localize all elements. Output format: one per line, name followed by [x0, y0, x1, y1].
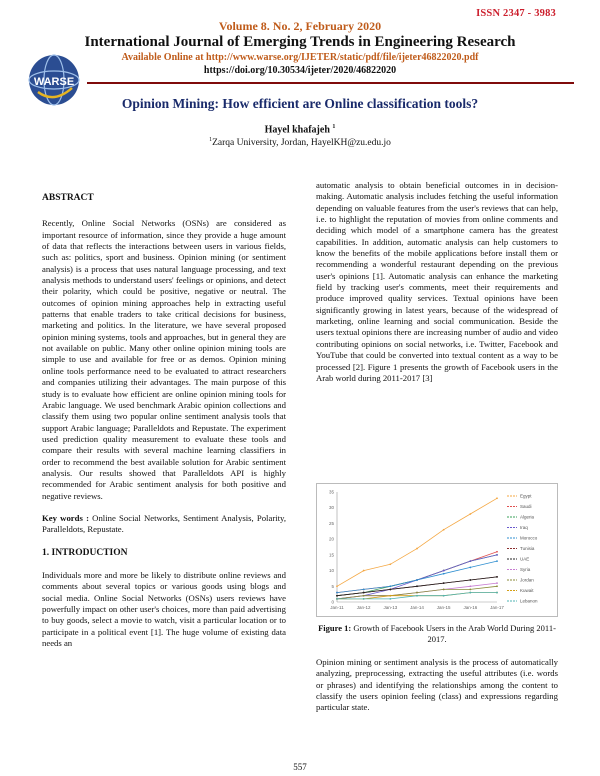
data-point	[389, 585, 391, 587]
data-point	[496, 576, 498, 578]
affiliation-superscript: 1	[209, 137, 213, 143]
y-tick-label: 25	[328, 520, 334, 526]
series-line	[337, 561, 497, 593]
available-online-link[interactable]: Available Online at http://www.warse.org/IJETER/static/pdf/file/ijeter46822020.pdf	[121, 52, 479, 63]
introduction-heading: 1. INTRODUCTION	[42, 547, 128, 558]
logo-wordmark: WARSE	[33, 76, 75, 88]
data-point	[416, 595, 418, 597]
legend-label: Jordan	[520, 577, 534, 583]
data-point	[416, 585, 418, 587]
legend-label: Lebanon	[520, 598, 538, 604]
legend-label: Algeria	[520, 514, 535, 520]
keywords-paragraph	[42, 513, 286, 536]
volume-line: Volume 8. No. 2, February 2020	[218, 19, 382, 33]
data-point	[363, 592, 365, 594]
introduction-body: Individuals more and more be likely to distribute online reviews and comments about several topics or various goods using blogs and social media. Online Social Networks (OSNs) users reviews have powerfully impact on other user's choices, more than paid advertising to buy goods, select a movie to watch, visit a particular location or to participate in a political event [1]. The huge volume of existing data needs an	[42, 569, 286, 649]
keywords-text: Online Social Networks, Sentiment Analysis, Polarity, Paralleldots, Repustate.	[42, 512, 286, 535]
right-column-body-top: automatic analysis to obtain beneficial outcomes in in decision-making. Automatic analysis includes fetching the useful information depending on valuable features from the user's reviews that can help, i.e. to highlight the reputation of movies from online comments and deciding which model of a smartphone camera has the greatest capabilities. In addition, automatic analysis can help customers to know the benefits of the mobile applications before install them or recommending a wonderful restaurant depending on the previous user's opinions [1]. Automatic analysis can enhance the marketing field by tracking user's comments, meet their requirements and produce improved quality services. Textual opinions have been significantly growing in latest years, because of the widespread of marketing, online learning and social communication. Beside the users textual opinions there are increasing number of audio and video contributing opinions on social networks, i.e. Twitter, Facebook and YouTube that could be converted into textual content as a way to be processed [2]. Figure 1 presents the growth of Facebook users in the Arab world during 2011-2017 [3]	[316, 180, 558, 383]
legend-label: Morocco	[520, 535, 538, 541]
affiliation-text: Zarqa University, Jordan, HayelKH@zu.edu.jo	[212, 138, 391, 149]
data-point	[443, 570, 445, 572]
right-column-body-bottom: Opinion mining or sentiment analysis is the process of automatically analyzing, preprocessing, extracting the useful attributes (i.e. words or phrases) and identifying the relationships among the content to classify the users opinion feeling (class) and expressions regarding particular state.	[316, 657, 558, 713]
author-name: Hayel khafajeh	[264, 124, 330, 136]
legend-label: Tunisia	[520, 546, 535, 552]
keywords-label: Key words :	[42, 512, 89, 523]
right-column-bottom	[316, 657, 558, 714]
data-point	[363, 595, 365, 597]
data-point	[363, 598, 365, 600]
abstract-heading: ABSTRACT	[42, 193, 94, 203]
data-point	[469, 567, 471, 569]
y-tick-label: 15	[328, 552, 334, 558]
header-rule	[87, 82, 574, 84]
x-tick-label: Jan-15	[436, 605, 451, 610]
x-tick-label: Jan-14	[410, 605, 424, 610]
x-tick-label: Jan-11	[330, 605, 344, 610]
doi-link[interactable]: https://doi.org/10.30534/ijeter/2020/46822020	[203, 65, 397, 76]
data-point	[363, 589, 365, 591]
data-point	[496, 497, 498, 499]
y-tick-label: 35	[328, 489, 334, 495]
series-line	[337, 498, 497, 586]
x-tick-label: Jan-16	[463, 605, 478, 610]
data-point	[469, 589, 471, 591]
legend-label: Iraq	[520, 525, 528, 531]
journal-title: International Journal of Emerging Trends in Engineering Research	[84, 34, 516, 50]
data-point	[443, 595, 445, 597]
data-point	[336, 585, 338, 587]
data-point	[389, 563, 391, 565]
legend-label: Syria	[520, 567, 531, 573]
figure-1-caption	[316, 623, 558, 645]
data-point	[443, 573, 445, 575]
page-number: 557	[293, 762, 307, 772]
paper-title: Opinion Mining: How efficient are Online classification tools?	[121, 96, 479, 111]
data-point	[443, 582, 445, 584]
data-point	[469, 579, 471, 581]
data-point	[416, 579, 418, 581]
right-column-top	[316, 180, 558, 384]
data-point	[469, 513, 471, 515]
data-point	[496, 554, 498, 556]
y-tick-label: 10	[328, 568, 334, 574]
data-point	[469, 560, 471, 562]
y-tick-label: 20	[328, 536, 334, 542]
data-point	[443, 589, 445, 591]
issn-label: ISSN 2347 - 3983	[476, 8, 556, 19]
figure-1-frame	[316, 483, 558, 617]
y-tick-label: 30	[328, 505, 334, 511]
data-point	[389, 595, 391, 597]
author-superscript: 1	[332, 124, 336, 130]
legend-label: Saudi	[520, 504, 532, 510]
data-point	[496, 582, 498, 584]
left-column	[42, 193, 286, 649]
legend-label: Egypt	[520, 493, 532, 499]
data-point	[469, 585, 471, 587]
y-tick-label: 5	[331, 583, 334, 589]
figure-caption-text: Growth of Facebook Users in the Arab World During 2011-2017.	[351, 623, 556, 644]
data-point	[443, 529, 445, 531]
author-line	[0, 124, 600, 135]
x-tick-label: Jan-13	[383, 605, 398, 610]
data-point	[496, 585, 498, 587]
data-point	[336, 595, 338, 597]
x-tick-label: Jan-17	[490, 605, 504, 610]
data-point	[416, 592, 418, 594]
abstract-body: Recently, Online Social Networks (OSNs) are considered as important resource of information, since they provide a huge amount of data that reflects the interactions between users in various fields, such as: politics, sport and business. Opinion mining (or sentiment analysis) is a process that uses natural language processing, and text analysis methods to understand users' feelings or opinions, and detect their polarity, which could be positive, negative or neutral. The outcomes of opinion mining approaches help in extracting useful patterns that enable traders to take critical decisions for business, marketing and politics. In the literature, we have several proposed opinion mining systems, tools and approaches, but in general they are not available on public. Many other online opinion mining tools are simple to use and available for free or as demos. Opinion mining online tools performance need to be evaluated to attract researchers and companies utilizing their advantages. The main purpose of this study is to evaluate how efficient are online opinion mining tools for Arabic language. We used benchmark Arabic opinion collections and classify them using two popular online sentiment analysis tools that support Arabic language; Paralleldots and Repustate. The experiment used prediction quality measurement to evaluate these tools and compare their results with several machine learning classifiers in order to recommend the best available solution for Arabic sentiment analysis. Our results showed that Paralleldots API is highly recommended for Arabic sentiment analysis for both positive and negative reviews.	[42, 218, 286, 501]
x-tick-label: Jan-12	[356, 605, 371, 610]
facebook-growth-chart	[317, 484, 557, 616]
data-point	[416, 548, 418, 550]
data-point	[389, 589, 391, 591]
data-point	[389, 598, 391, 600]
data-point	[496, 560, 498, 562]
legend-label: UAE	[520, 556, 530, 562]
data-point	[363, 570, 365, 572]
affiliation-line	[0, 137, 600, 148]
data-point	[469, 592, 471, 594]
data-point	[496, 592, 498, 594]
data-point	[336, 598, 338, 600]
figure-caption-label: Figure 1:	[318, 623, 352, 633]
data-point	[496, 551, 498, 553]
legend-label: Kuwait	[520, 588, 534, 594]
y-tick-label: 0	[331, 599, 334, 605]
data-point	[336, 592, 338, 594]
